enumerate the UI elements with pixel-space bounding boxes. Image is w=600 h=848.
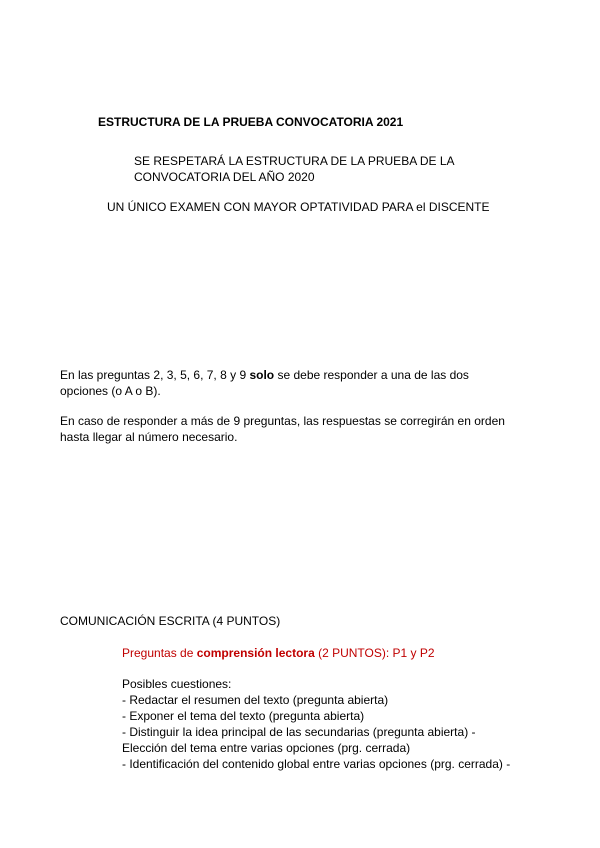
list-item: Elección del tema entre varias opciones (prg. cerrada) <box>122 741 411 755</box>
instructions-line-2: opciones (o A o B). <box>60 384 161 398</box>
instructions-paragraph-2 <box>60 413 505 445</box>
possible-questions <box>122 676 510 772</box>
single-exam-note: UN ÚNICO EXAMEN CON MAYOR OPTATIVIDAD PARA el DISCENTE <box>107 200 490 214</box>
preguntas-bold: comprensión lectora <box>196 646 315 660</box>
list-item: - Identificación del contenido global entre varias opciones (prg. cerrada) - <box>122 757 511 771</box>
subtitle-line-2: CONVOCATORIA DEL AÑO 2020 <box>134 170 315 184</box>
section-heading: COMUNICACIÓN ESCRITA (4 PUNTOS) <box>60 614 281 628</box>
instructions-line-1 <box>60 367 469 383</box>
instructions-paragraph-1 <box>60 367 469 399</box>
preguntas-suffix: (2 PUNTOS): P1 y P2 <box>314 646 435 660</box>
subtitle <box>134 153 455 185</box>
preguntas-prefix: Preguntas de <box>122 646 197 660</box>
instructions-text: En las preguntas 2, 3, 5, 6, 7, 8 y 9 <box>60 368 250 382</box>
instructions-emphasis: solo <box>249 368 275 382</box>
instructions-line-3: En caso de responder a más de 9 preguntas, las respuestas se corregirán en orden <box>60 414 505 428</box>
list-item: - Exponer el tema del texto (pregunta abierta) <box>122 709 365 723</box>
instructions-text: se debe responder a una de las dos <box>274 368 469 382</box>
list-item: - Distinguir la idea principal de las secundarias (pregunta abierta) - <box>122 725 476 739</box>
document-title: ESTRUCTURA DE LA PRUEBA CONVOCATORIA 2021 <box>98 115 404 129</box>
possible-questions-label: Posibles cuestiones: <box>122 677 232 691</box>
list-item: - Redactar el resumen del texto (pregunta abierta) <box>122 693 389 707</box>
subtitle-line-1: SE RESPETARÁ LA ESTRUCTURA DE LA PRUEBA DE LA <box>134 154 455 168</box>
reading-comprehension-heading <box>122 645 435 661</box>
instructions-line-4: hasta llegar al número necesario. <box>60 430 238 444</box>
